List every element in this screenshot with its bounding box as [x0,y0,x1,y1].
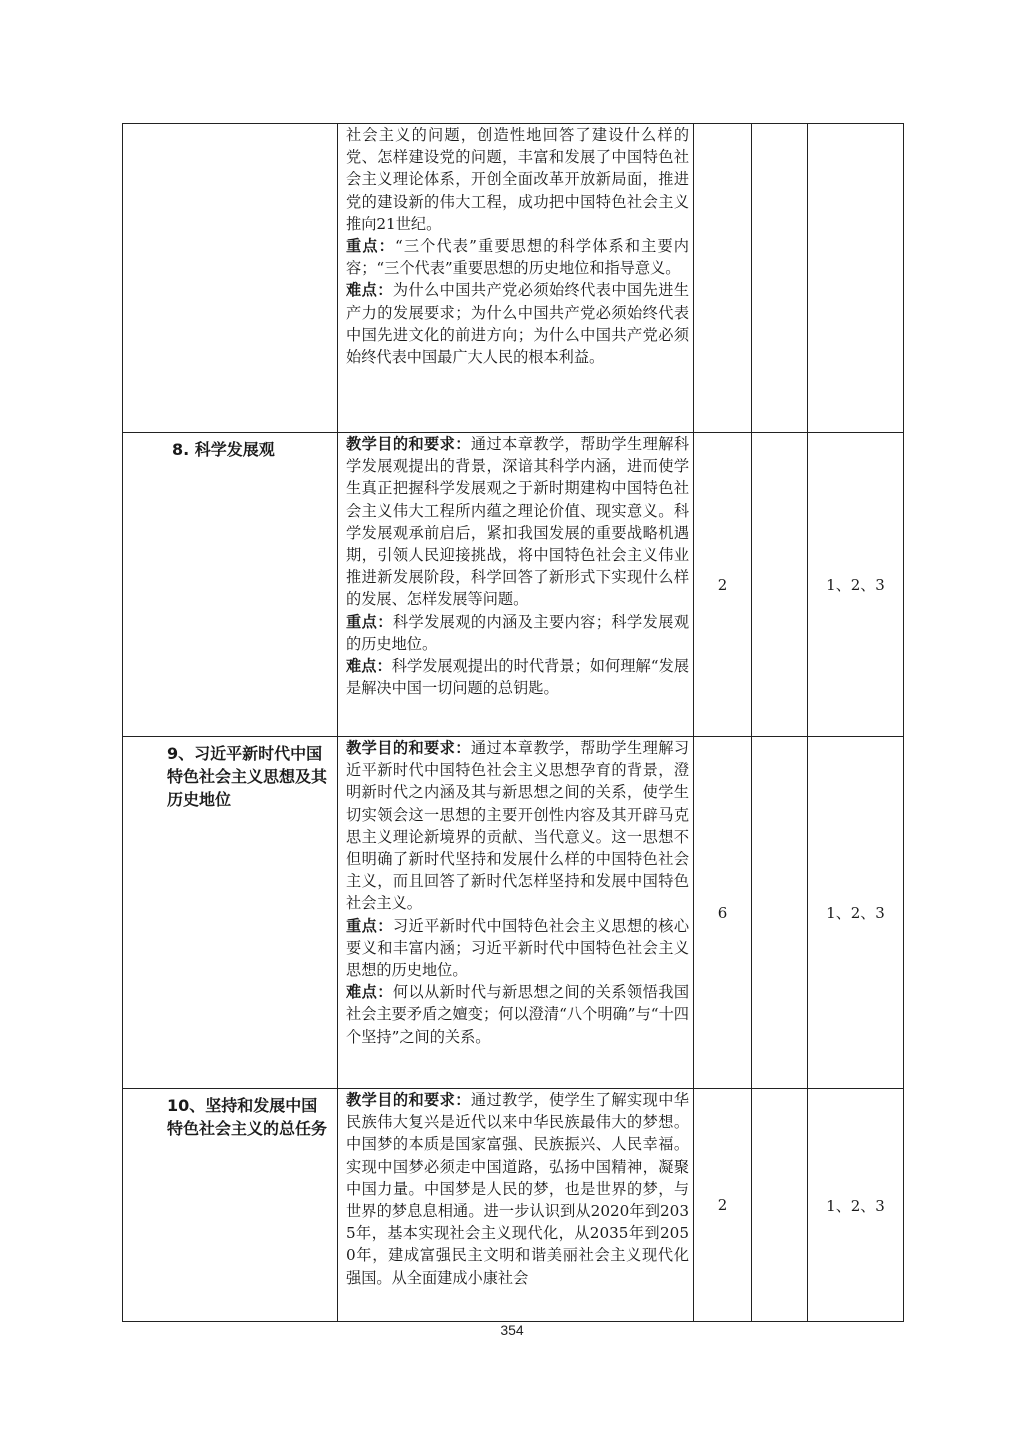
difficulties-paragraph: 难点：科学发展观提出的时代背景；如何理解“发展是解决中国一切问题的总钥匙。 [346,657,690,698]
topic-cell: 8. 科学发展观 [123,433,338,737]
objectives-paragraph: 教学目的和要求：通过本章教学，帮助学生理解科学发展观提出的背景，深谙其科学内涵，进而使学生真正把握科学发展观之于新时期建构中国特色社会主义伟大工程所内蕴之理论价值、现实意义。科学发展观承前启后，紧扣我国发展的重要战略机遇期，引领人民迎接挑战，将中国特色社会主义伟业推进新发展阶段，科学回答了新形式下实现什么样的发展、怎样发展等问题。 [346,435,690,609]
empty-cell [752,433,808,737]
difficulties-paragraph: 难点：何以从新时代与新思想之间的关系领悟我国社会主要矛盾之嬗变；何以澄清“八个明确”与“十四个坚持”之间的关系。 [346,983,690,1046]
content-cell [338,124,694,433]
hours-cell [694,124,752,433]
key-points-paragraph: 重点：科学发展观的内涵及主要内容；科学发展观的历史地位。 [346,612,690,653]
objectives-cell: 1、2、3 [808,1089,904,1322]
objectives-paragraph: 教学目的和要求：通过教学，使学生了解实现中华民族伟大复兴是近代以来中华民族最伟大的梦想。中国梦的本质是国家富强、民族振兴、人民幸福。实现中国梦必须走中国道路，弘扬中国精神，凝聚中国力量。中国梦是人民的梦，也是世界的梦，与世界的梦息息相通。进一步认识到从2020年到2035年，基本实现社会主义现代化，从2035年到2050年，建成富强民主文明和谐美丽社会主义现代化强国。从全面建成小康社会 [346,1091,690,1287]
table-row [123,1089,904,1322]
difficulties-paragraph: 难点：为什么中国共产党必须始终代表中国先进生产力的发展要求；为什么中国共产党必须始终代表中国先进文化的前进方向；为什么中国共产党必须始终代表中国最广大人民的根本利益。 [346,281,690,367]
topic-cell: 9、习近平新时代中国特色社会主义思想及其历史地位 [123,737,338,1089]
topic-cell [123,124,338,433]
topic-cell: 10、坚持和发展中国特色社会主义的总任务 [123,1089,338,1322]
objectives-cell [808,124,904,433]
empty-cell [752,124,808,433]
objectives-cell: 1、2、3 [808,737,904,1089]
hours-cell: 6 [694,737,752,1089]
objectives-paragraph: 教学目的和要求：通过本章教学，帮助学生理解习近平新时代中国特色社会主义思想孕育的背景，澄明新时代之内涵及其与新思想之间的关系，使学生切实领会这一思想的主要开创性内容及其开辟马克思主义理论新境界的贡献、当代意义。这一思想不但明确了新时代坚持和发展什么样的中国特色社会主义，而且回答了新时代怎样坚持和发展中国特色社会主义。 [346,739,690,913]
hours-cell: 2 [694,1089,752,1322]
objectives-cell: 1、2、3 [808,433,904,737]
content-paragraph: 社会主义的问题，创造性地回答了建设什么样的党、怎样建设党的问题，丰富和发展了中国特色社会主义理论体系，开创全面改革开放新局面，推进党的建设新的伟大工程，成功把中国特色社会主义推向21世纪。 [346,126,689,233]
hours-cell: 2 [694,433,752,737]
table-row [123,737,904,1089]
content-cell [338,737,694,1089]
empty-cell [752,737,808,1089]
key-points-paragraph: 重点：“三个代表”重要思想的科学体系和主要内容；“三个代表”重要思想的历史地位和指导意义。 [346,237,689,278]
syllabus-table [122,123,904,1322]
content-cell [338,1089,694,1322]
page-number: 354 [500,1322,524,1338]
key-points-paragraph: 重点：习近平新时代中国特色社会主义思想的核心要义和丰富内涵；习近平新时代中国特色社会主义思想的历史地位。 [346,916,690,980]
empty-cell [752,1089,808,1322]
table-row [123,124,904,433]
table-row [123,433,904,737]
content-cell [338,433,694,737]
